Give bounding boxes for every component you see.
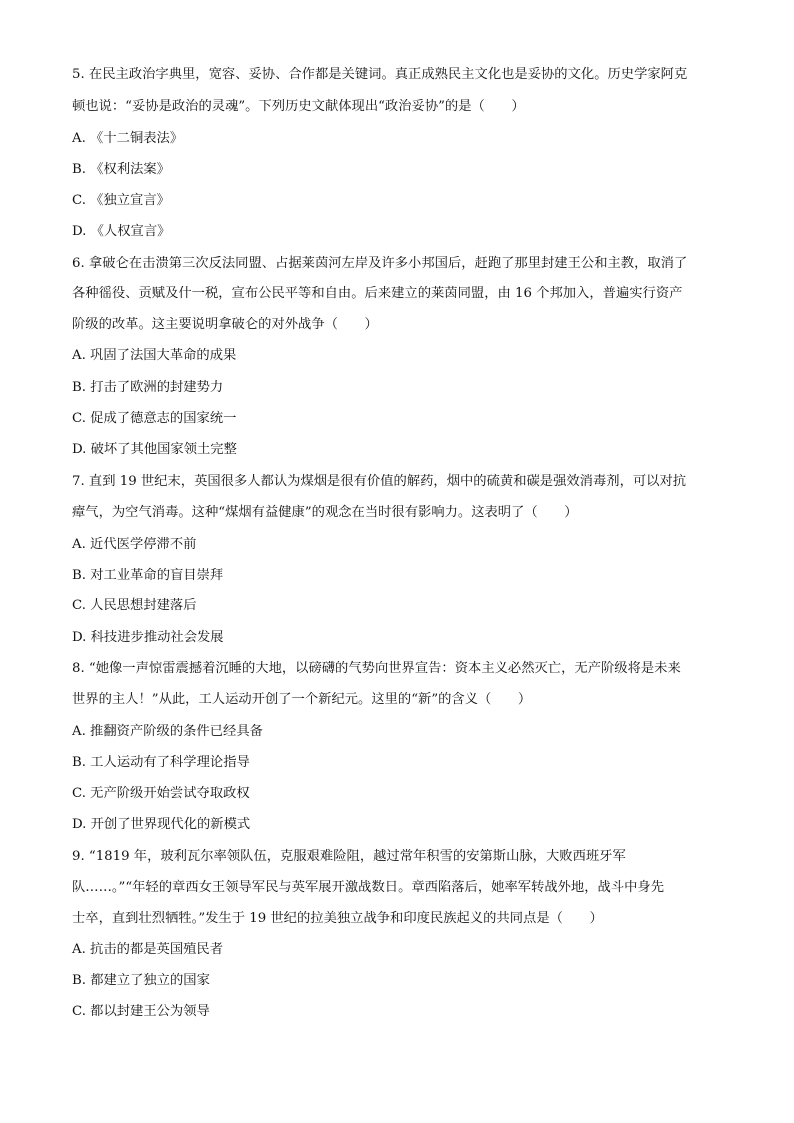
question-stem-line: 9. “1819 年，玻利瓦尔率领队伍，克服艰难险阻，越过常年积雪的安第斯山脉，大败西班牙军 <box>72 849 626 864</box>
question-stem-line: 5. 在民主政治字典里，宽容、妥协、合作都是关键词。真正成熟民主文化也是妥协的文化。历史学家阿克 <box>72 67 688 82</box>
option-a: A. 近代医学停滞不前 <box>72 537 197 552</box>
option-b: B. 《权利法案》 <box>72 162 171 177</box>
option-b: B. 对工业革命的盲目崇拜 <box>72 568 224 583</box>
option-c: C. 促成了德意志的国家统一 <box>72 411 237 426</box>
question-stem-line: 队……。”“年轻的章西女王领导军民与英军展开激战数日。章西陷落后，她率军转战外地，战斗中身先 <box>72 880 665 895</box>
question-stem-line: 阶级的改革。这主要说明拿破仑的对外战争（ ） <box>72 317 378 332</box>
option-c: C. 无产阶级开始尝试夺取政权 <box>72 786 250 801</box>
option-a: A. 巩固了法国大革命的成果 <box>72 348 237 363</box>
option-a: A. 抗击的都是英国殖民者 <box>72 942 224 957</box>
option-d: D. 《人权宣言》 <box>72 224 171 239</box>
option-c: C. 都以封建王公为领导 <box>72 1004 210 1019</box>
option-b: B. 打击了欧洲的封建势力 <box>72 380 224 395</box>
option-d: D. 开创了世界现代化的新模式 <box>72 817 251 832</box>
option-d: D. 破坏了其他国家领土完整 <box>72 442 237 457</box>
option-c: C. 人民思想封建落后 <box>72 598 197 613</box>
question-stem-line: 6. 拿破仑在击溃第三次反法同盟、占据莱茵河左岸及许多小邦国后，赶跑了那里封建王公和主教，取消了 <box>72 256 688 271</box>
question-stem-line: 世界的主人！”从此，工人运动开创了一个新纪元。这里的“新”的含义（ ） <box>72 692 532 707</box>
question-stem-line: 8. “她像一声惊雷震撼着沉睡的大地，以磅礴的气势向世界宣告：资本主义必然灭亡，无产阶级将是未来 <box>72 661 681 676</box>
question-stem-line: 瘴气，为空气消毒。这种“煤烟有益健康”的观念在当时很有影响力。这表明了（ ） <box>72 505 578 520</box>
option-a: A. 推翻资产阶级的条件已经具备 <box>72 724 263 739</box>
option-b: B. 工人运动有了科学理论指导 <box>72 755 250 770</box>
option-a: A. 《十二铜表法》 <box>72 131 184 146</box>
question-stem-line: 7. 直到 19 世纪末，英国很多人都认为煤烟是很有价值的解药，烟中的硫黄和碳是强效消毒剂，可以对抗 <box>72 474 687 489</box>
option-c: C. 《独立宣言》 <box>72 193 170 208</box>
option-b: B. 都建立了独立的国家 <box>72 973 210 988</box>
question-stem-line: 各种徭役、贡赋及什一税，宣布公民平等和自由。后来建立的莱茵同盟，由 16 个邦加入，普遍实行资产 <box>72 286 683 301</box>
question-stem-line: 顿也说：“妥协是政治的灵魂”。下列历史文献体现出“政治妥协”的是（ ） <box>72 99 525 114</box>
question-stem-line: 士卒，直到壮烈牺牲。”发生于 19 世纪的拉美独立战争和印度民族起义的共同点是（ ） <box>72 911 603 926</box>
option-d: D. 科技进步推动社会发展 <box>72 630 224 645</box>
